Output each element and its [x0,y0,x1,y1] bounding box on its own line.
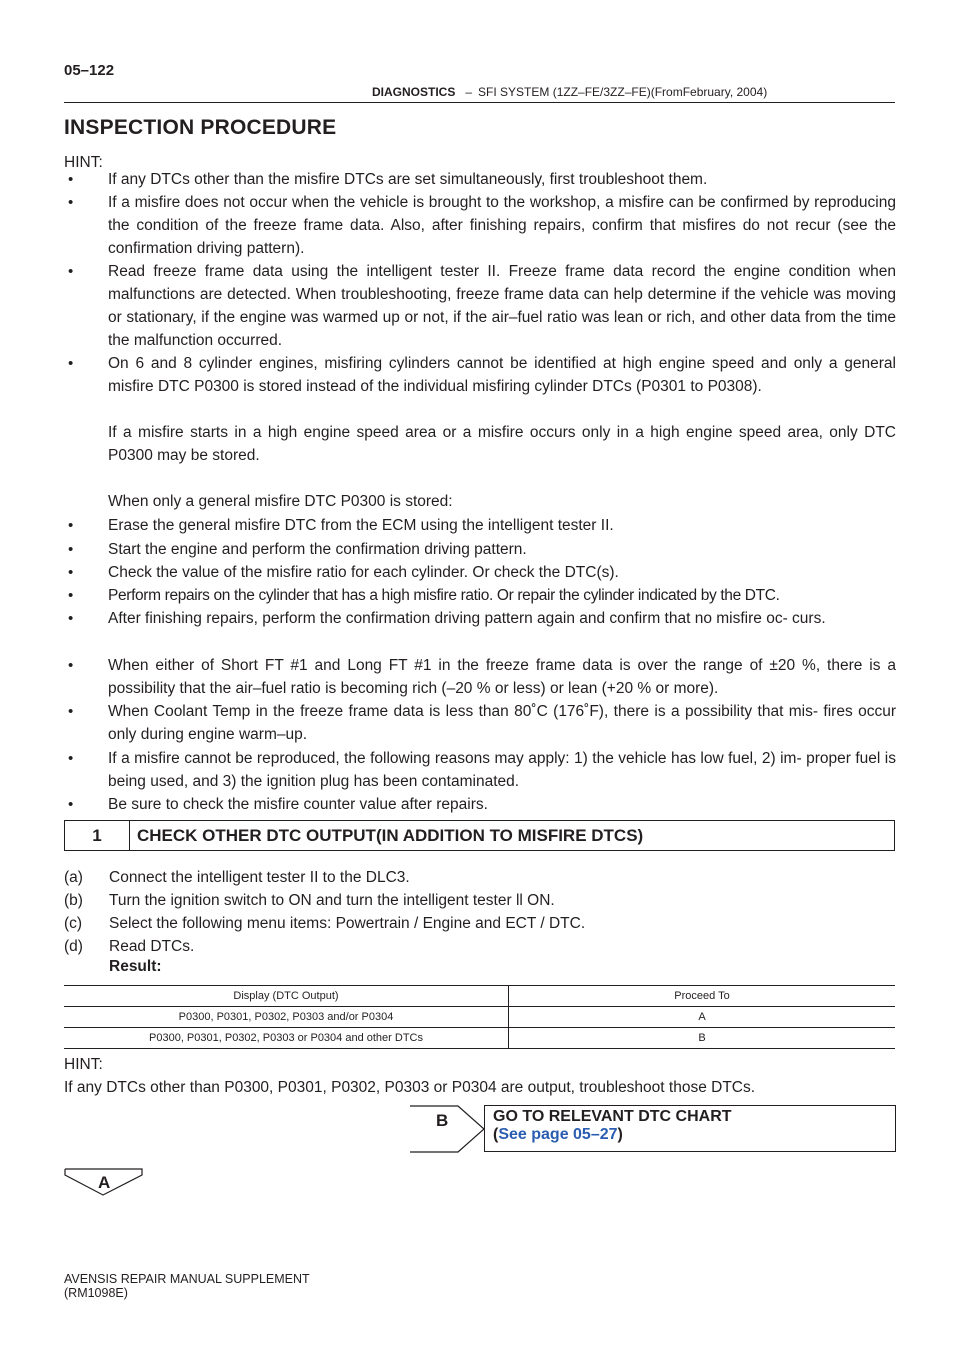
bullet-icon: • [68,355,74,372]
bullet-icon: • [68,194,74,211]
result-label: Result: [109,958,162,975]
table-header-cell: Display (DTC Output) [64,986,509,1007]
footer-manual-title: AVENSIS REPAIR MANUAL SUPPLEMENT [64,1272,310,1286]
bullet-icon: • [68,657,74,674]
substep-label: (c) [64,915,83,932]
section-header [372,85,767,99]
list-item: After finishing repairs, perform the confirmation driving pattern again and confirm that no misfire oc- curs. [108,610,826,627]
table-cell: P0300, P0301, P0302, P0303 or P0304 and other DTCs [64,1028,509,1049]
page-number: 05–122 [64,62,115,79]
step-number: 1 [65,821,130,850]
bullet-icon: • [68,541,74,558]
goto-title: GO TO RELEVANT DTC CHART [493,1108,732,1125]
bullet-icon: • [68,171,74,188]
step-header [64,820,895,851]
table-header-cell: Proceed To [509,986,896,1007]
close-paren: ) [617,1126,623,1143]
list-item: Start the engine and perform the confirmation driving pattern. [108,541,527,558]
table-row [64,1028,895,1049]
bullet-icon: • [68,564,74,581]
hint-label: HINT: [64,154,103,171]
table-cell: P0300, P0301, P0302, P0303 and/or P0304 [64,1007,509,1028]
subsection-name: SFI SYSTEM (1ZZ–FE/3ZZ–FE)(FromFebruary, 2004) [478,85,768,99]
list-item: Perform repairs on the cylinder that has a high misfire ratio. Or repair the cylinder indicated by the DTC. [108,587,780,604]
step-title: CHECK OTHER DTC OUTPUT(IN ADDITION TO MISFIRE DTCS) [137,826,644,845]
goto-box [484,1105,896,1152]
substep-label: (b) [64,892,83,909]
open-paren: ( [493,1126,499,1143]
list-item: Erase the general misfire DTC from the ECM using the intelligent tester II. [108,517,614,534]
table-header-row [64,986,895,1007]
substep-label: (a) [64,869,83,886]
list-item: When Coolant Temp in the freeze frame data is less than 80˚C (176˚F), there is a possibility that mis- fires occur only during engine warm–up. [108,703,896,743]
bullet-icon: • [68,750,74,767]
hint-item-continued: If a misfire starts in a high engine speed area or a misfire occurs only in a high engine speed area, only DTC P0300 may be stored. [108,424,896,464]
hint-text: If any DTCs other than P0300, P0301, P0302, P0303 or P0304 are output, troubleshoot those DTCs. [64,1079,756,1096]
header-rule [64,102,895,103]
result-table [64,985,895,1049]
table-cell: B [509,1028,896,1049]
hint-item: If any DTCs other than the misfire DTCs are set simultaneously, first troubleshoot them. [108,171,708,188]
hint-item: If a misfire does not occur when the vehicle is brought to the workshop, a misfire can be confirmed by reproducing the condition of the freeze frame data. Also, after finishing repairs, confirm that misfires do not recur (see the confirmation driving pattern). [108,194,896,257]
bullet-icon: • [68,703,74,720]
goto-reference [493,1126,623,1144]
bullet-icon: • [68,263,74,280]
list-item: Be sure to check the misfire counter value after repairs. [108,796,488,813]
branch-b-arrow [410,1105,486,1153]
list-item: When either of Short FT #1 and Long FT #1 in the freeze frame data is over the range of ±20 %, there is a possibility that the air–fuel ratio is becoming rich (–20 % or less) or lean (+20 % or more). [108,657,896,697]
substep-text: Read DTCs. [109,938,195,955]
substep-text: Connect the intelligent tester II to the DLC3. [109,869,410,886]
hint-item: On 6 and 8 cylinder engines, misfiring cylinders cannot be identified at high engine speed and only a general misfire DTC P0300 is stored instead of the individual misfiring cylinder DTCs (P0301 to P0308). [108,355,896,395]
bullet-icon: • [68,517,74,534]
hint-label: HINT: [64,1056,103,1073]
page-title: INSPECTION PROCEDURE [64,116,337,139]
substep-text: Select the following menu items: Powertrain / Engine and ECT / DTC. [109,915,586,932]
footer-manual-code: (RM1098E) [64,1286,128,1300]
substep-text: Turn the ignition switch to ON and turn the intelligent tester ll ON. [109,892,555,909]
hint-item: Read freeze frame data using the intelligent tester II. Freeze frame data record the engine condition when malfunctions are detected. When troubleshooting, freeze frame data can help determine if the vehicle was moving or stationary, if the engine was warmed up or not, if the air–fuel ratio was lean or rich, and other data from the time the malfunction occurred. [108,263,896,349]
bullet-icon: • [68,587,74,604]
table-row [64,1007,895,1028]
header-separator: – [465,85,473,99]
branch-a-label: A [98,1173,111,1192]
general-misfire-intro: When only a general misfire DTC P0300 is stored: [108,493,453,510]
list-item: If a misfire cannot be reproduced, the following reasons may apply: 1) the vehicle has low fuel, 2) im- proper fuel is being used, and 3) the ignition plug has been contaminated. [108,750,896,790]
branch-a-arrow [64,1168,144,1196]
table-cell: A [509,1007,896,1028]
list-item: Check the value of the misfire ratio for each cylinder. Or check the DTC(s). [108,564,619,581]
see-page-link[interactable]: See page 05–27 [498,1126,618,1143]
bullet-icon: • [68,796,74,813]
substep-label: (d) [64,938,83,955]
bullet-icon: • [68,610,74,627]
branch-b-label: B [436,1111,449,1130]
section-name: DIAGNOSTICS [372,85,456,99]
